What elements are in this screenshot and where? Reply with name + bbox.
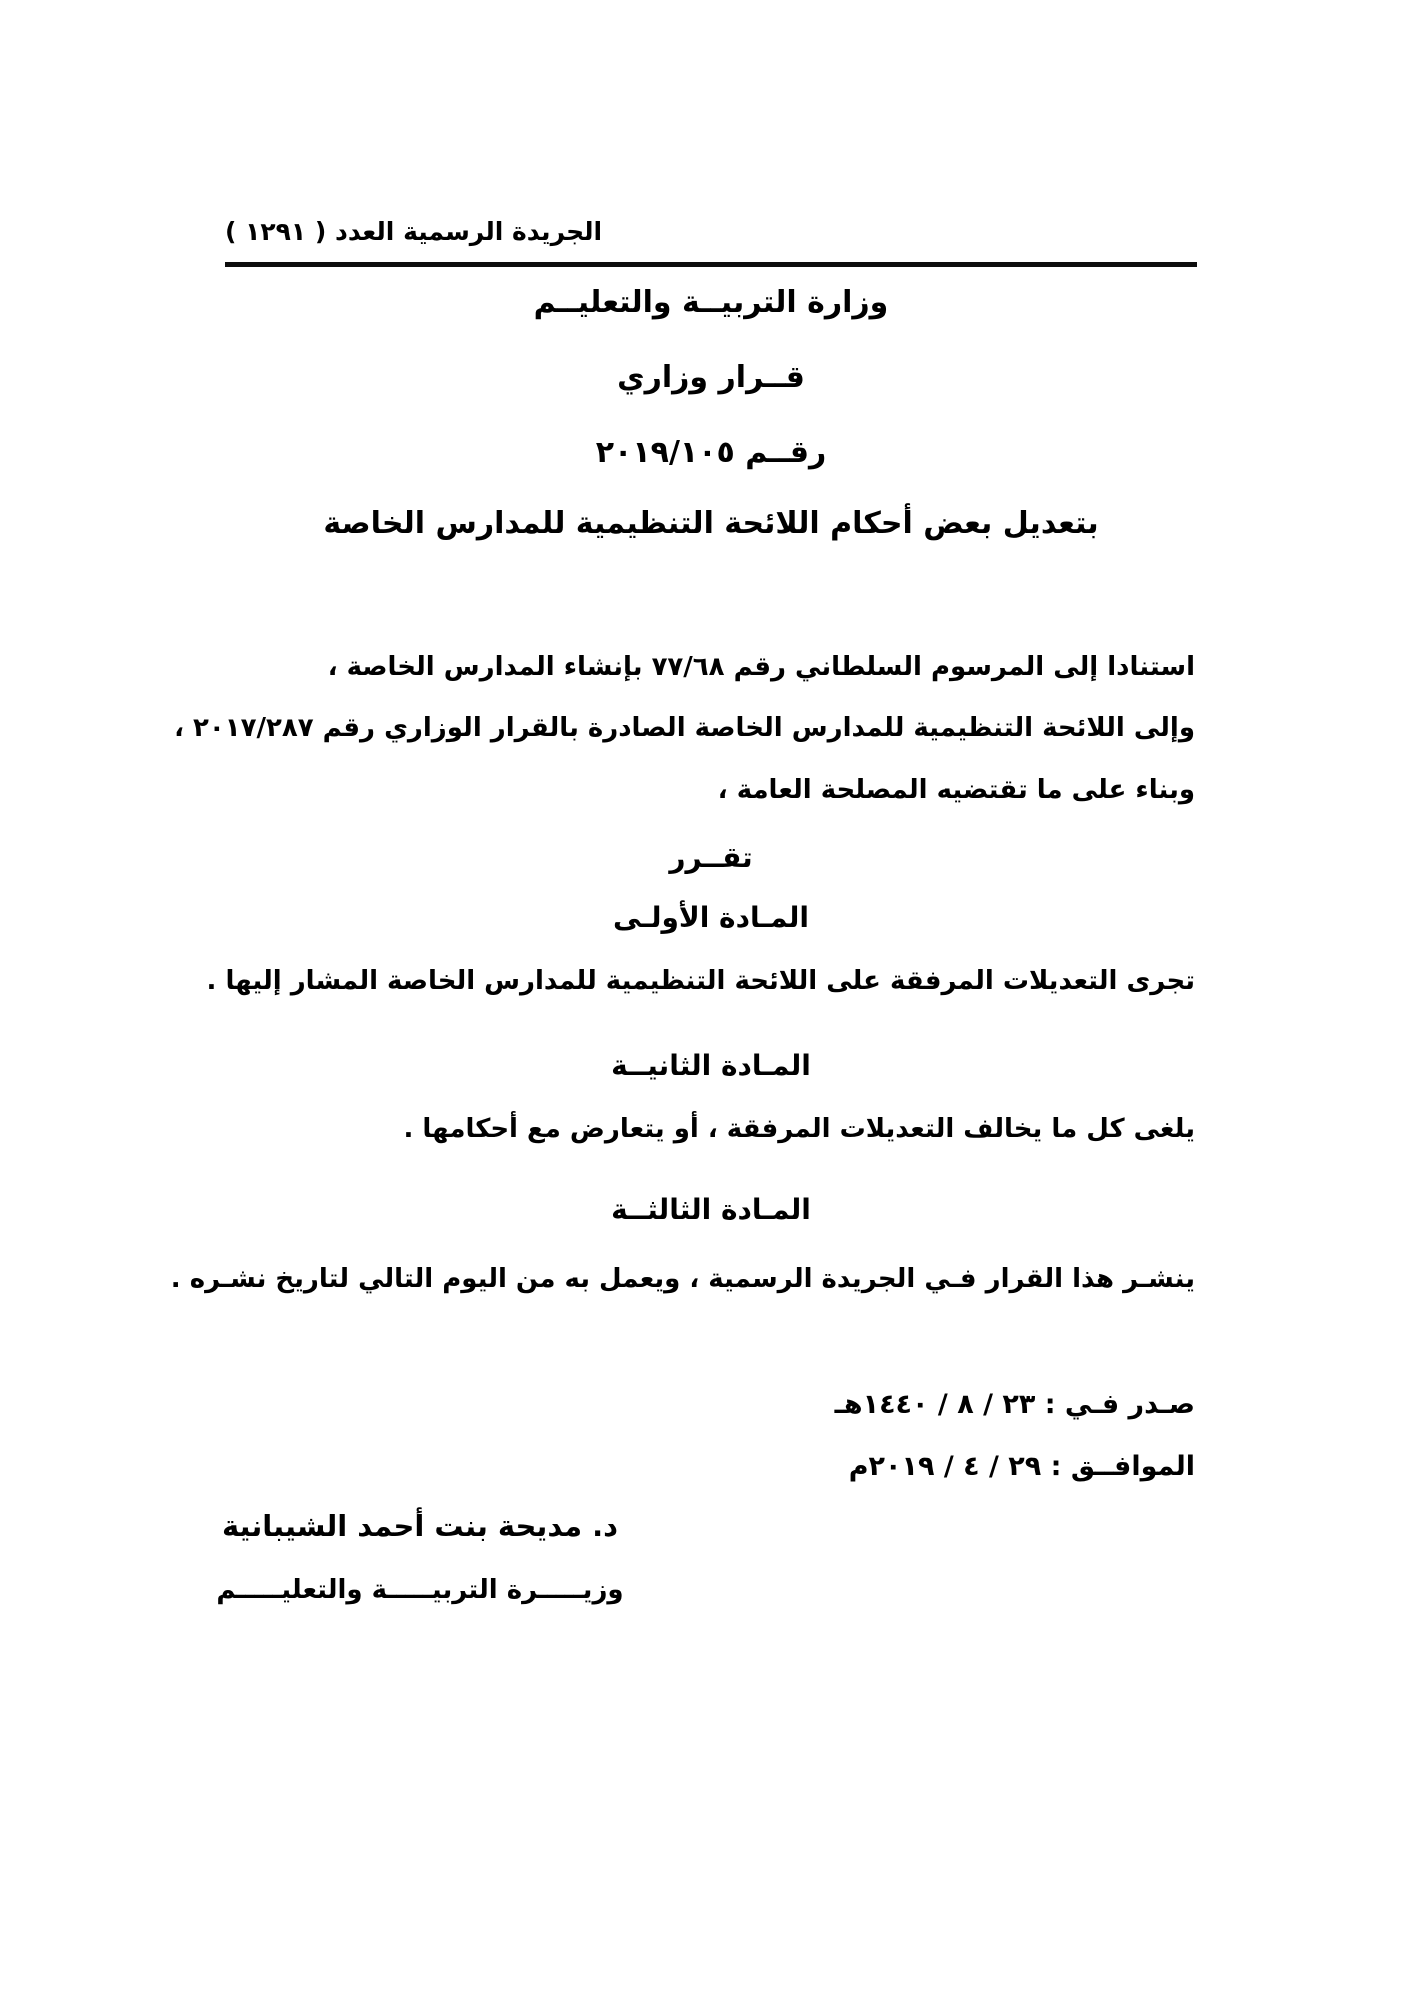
enactment-word: تقــرر (669, 841, 753, 874)
issued-date-gregorian: الموافــق : ٢٩ / ٤ / ٢٠١٩م (848, 1451, 1195, 1482)
decision-type-title: قــرار وزاري (617, 360, 805, 395)
minister-signature-name: د. مديحة بنت أحمد الشيبانية (221, 1509, 619, 1543)
article-2-text: يلغى كل ما يخالف التعديلات المرفقة ، أو يتعارض مع أحكامها . (403, 1114, 1195, 1144)
ministry-title: وزارة التربيــة والتعليــم (533, 285, 889, 320)
preamble-line-2: وإلى اللائحة التنظيمية للمدارس الخاصة الصادرة بالقرار الوزاري رقم ٢٠١٧/٢٨٧ ، (174, 713, 1195, 743)
article-2-heading: المـادة الثانيــة (611, 1049, 811, 1082)
issued-date-hijri: صـدر فـي : ٢٣ / ٨ / ١٤٤٠هـ (834, 1389, 1195, 1420)
article-1-text: تجرى التعديلات المرفقة على اللائحة التنظيمية للمدارس الخاصة المشار إليها . (206, 966, 1195, 996)
decision-subject: بتعديل بعض أحكام اللائحة التنظيمية للمدارس الخاصة (323, 506, 1099, 541)
decision-number: رقــم ٢٠١٩/١٠٥ (595, 435, 827, 470)
preamble-line-3: وبناء على ما تقتضيه المصلحة العامة ، (717, 775, 1195, 805)
header-divider-rule (225, 262, 1197, 267)
article-3-text: ينشـر هذا القرار فـي الجريدة الرسمية ، ويعمل به من اليوم التالي لتاريخ نشـره . (170, 1264, 1195, 1294)
minister-signature-title: وزيـــــرة التربيـــــة والتعليـــــم (216, 1575, 624, 1605)
article-1-heading: المـادة الأولـى (613, 901, 809, 934)
preamble-line-1: استنادا إلى المرسوم السلطاني رقم ٧٧/٦٨ بإنشاء المدارس الخاصة ، (327, 652, 1195, 682)
gazette-issue-header: الجريدة الرسمية العدد ( ١٢٩١ ) (225, 217, 603, 246)
article-3-heading: المـادة الثالثــة (611, 1193, 811, 1226)
